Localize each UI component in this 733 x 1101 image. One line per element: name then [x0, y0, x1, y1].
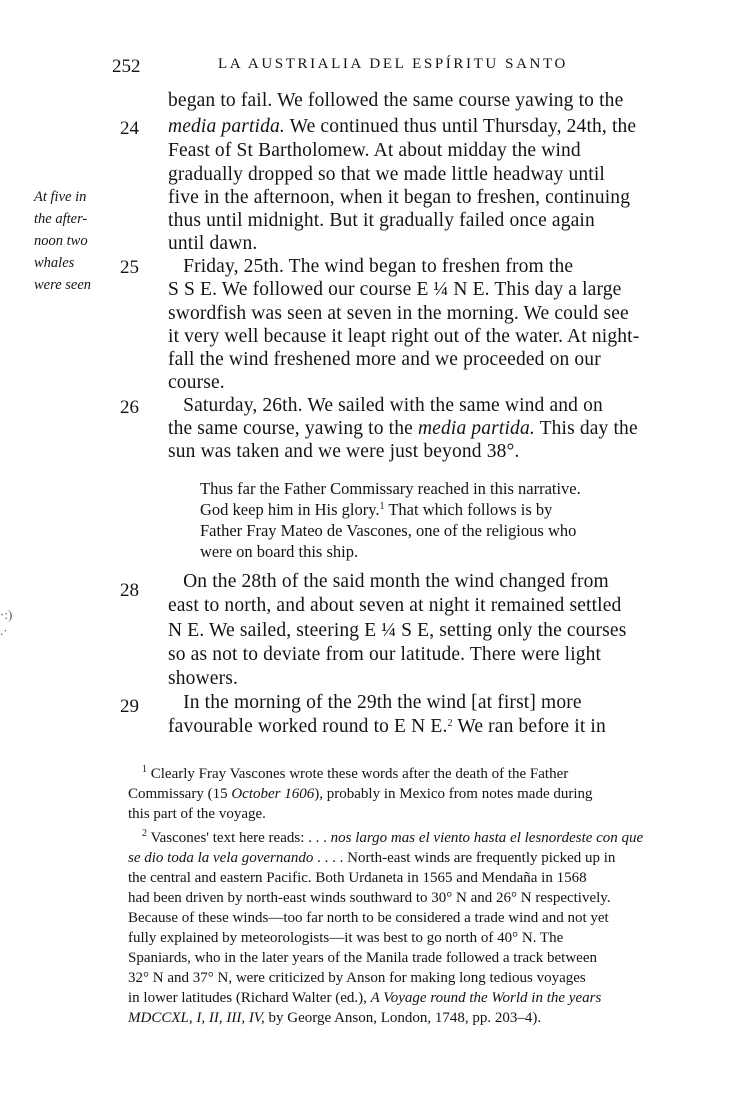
body-line: Feast of St Bartholomew. At about midday the wind — [168, 140, 581, 161]
footnote-line: Spaniards, who in the later years of the Manila trade followed a track between — [128, 950, 597, 966]
day-number: 29 — [120, 696, 139, 717]
page-number: 252 — [112, 56, 141, 77]
body-line: began to fail. We followed the same course yawing to the — [168, 90, 624, 111]
quote-line: Father Fray Mateo de Vascones, one of the religious who — [200, 521, 577, 540]
margin-note — [34, 186, 91, 296]
margin-note-line: At five in — [34, 189, 87, 205]
italic-term: A Voyage round the World in the years — [370, 990, 602, 1006]
day-number: 28 — [120, 580, 139, 601]
body-line: five in the afternoon, when it began to freshen, continuing — [168, 187, 631, 208]
footnote-line: fully explained by meteorologists—it was best to go north of 40° N. The — [128, 930, 564, 946]
text-span: . . . . North-east winds are frequently picked up in — [313, 850, 616, 866]
margin-note-line: the after- — [34, 211, 88, 227]
footnote-ref[interactable]: 1 — [379, 501, 385, 512]
footnote-line — [142, 766, 568, 783]
body-line: sun was taken and we were just beyond 38°. — [168, 441, 520, 462]
day-number: 26 — [120, 397, 139, 418]
text-span: the same course, yawing to the — [168, 418, 418, 439]
day-number: 24 — [120, 118, 139, 139]
text-span: Vascones' text here reads: . . . — [147, 830, 331, 846]
footnote-line: the central and eastern Pacific. Both Urdaneta in 1565 and Mendaña in 1568 — [128, 870, 587, 886]
text-span: by George Anson, London, 1748, pp. 203–4). — [264, 1010, 542, 1026]
text-span: ), probably in Mexico from notes made during — [314, 786, 593, 802]
italic-term: se dio toda la vela governando — [128, 850, 314, 866]
footnote-line: had been driven by north-east winds southward to 30° N and 26° N respectively. — [128, 890, 611, 906]
footnote-line — [142, 830, 643, 847]
margin-mark: ·:) .· — [0, 607, 13, 638]
text-span: favourable worked round to E N E. — [168, 716, 448, 737]
quote-line: Thus far the Father Commissary reached in this narrative. — [200, 479, 581, 498]
text-span: Commissary (15 — [128, 786, 232, 802]
footnote-number: 2 — [142, 828, 147, 839]
margin-note-line: were seen — [34, 277, 92, 293]
italic-term: media partida. — [168, 116, 285, 137]
footnote-line — [128, 1010, 541, 1027]
body-line: Saturday, 26th. We sailed with the same wind and on — [168, 395, 603, 416]
body-line: so as not to deviate from our latitude. There were light — [168, 644, 602, 665]
body-line: thus until midnight. But it gradually failed once again — [168, 210, 595, 231]
body-line: showers. — [168, 668, 238, 689]
body-line — [168, 716, 606, 738]
text-span: Clearly Fray Vascones wrote these words after the death of the Father — [147, 766, 569, 782]
footnote-line — [128, 990, 601, 1007]
body-line: S S E. We followed our course E ¼ N E. This day a large — [168, 279, 622, 300]
footnote-line — [128, 850, 615, 867]
footnote-line: Because of these winds—too far north to be considered a trade wind and not yet — [128, 910, 609, 926]
day-number: 25 — [120, 257, 139, 278]
body-line: fall the wind freshened more and we proceeded on our — [168, 349, 601, 370]
body-line: Friday, 25th. The wind began to freshen from the — [168, 256, 574, 277]
body-line — [168, 418, 638, 440]
text-span: We ran before it in — [452, 716, 606, 737]
italic-term: media partida. — [417, 418, 535, 439]
text-span: in lower latitudes (Richard Walter (ed.), — [128, 990, 371, 1006]
body-line: course. — [168, 372, 225, 393]
text-span: This day the — [534, 418, 638, 439]
margin-note-line: whales — [34, 255, 75, 271]
text-span: We continued thus until Thursday, 24th, the — [284, 116, 637, 137]
text-span: That which follows is by — [384, 500, 553, 519]
italic-term: October 1606 — [231, 786, 315, 802]
body-line: On the 28th of the said month the wind changed from — [168, 571, 609, 592]
footnote-ref[interactable]: 2 — [447, 718, 453, 729]
body-line: gradually dropped so that we made little headway until — [168, 164, 605, 185]
footnote-line: this part of the voyage. — [128, 806, 266, 822]
quote-line — [200, 500, 552, 520]
body-line: east to north, and about seven at night it remained settled — [168, 595, 622, 616]
text-span: God keep him in His glory. — [200, 500, 380, 519]
body-line: it very well because it leapt right out of the water. At night- — [168, 326, 640, 347]
body-line: swordfish was seen at seven in the morning. We could see — [168, 303, 629, 324]
body-line — [168, 116, 636, 138]
italic-term: nos largo mas el viento hasta el lesnordeste con que — [330, 830, 644, 846]
margin-note-line: noon two — [34, 233, 88, 249]
body-line: In the morning of the 29th the wind [at first] more — [168, 692, 582, 713]
footnote-line: 32° N and 37° N, were criticized by Anson for making long tedious voyages — [128, 970, 586, 986]
footnote-number: 1 — [142, 764, 147, 775]
body-line: until dawn. — [168, 233, 258, 254]
body-line: N E. We sailed, steering E ¼ S E, setting only the courses — [168, 620, 627, 641]
italic-term: MDCCXL, I, II, III, IV, — [128, 1010, 265, 1026]
quote-line: were on board this ship. — [200, 542, 359, 561]
running-head: LA AUSTRIALIA DEL ESPÍRITU SANTO — [218, 56, 568, 72]
footnote-line — [128, 786, 593, 803]
